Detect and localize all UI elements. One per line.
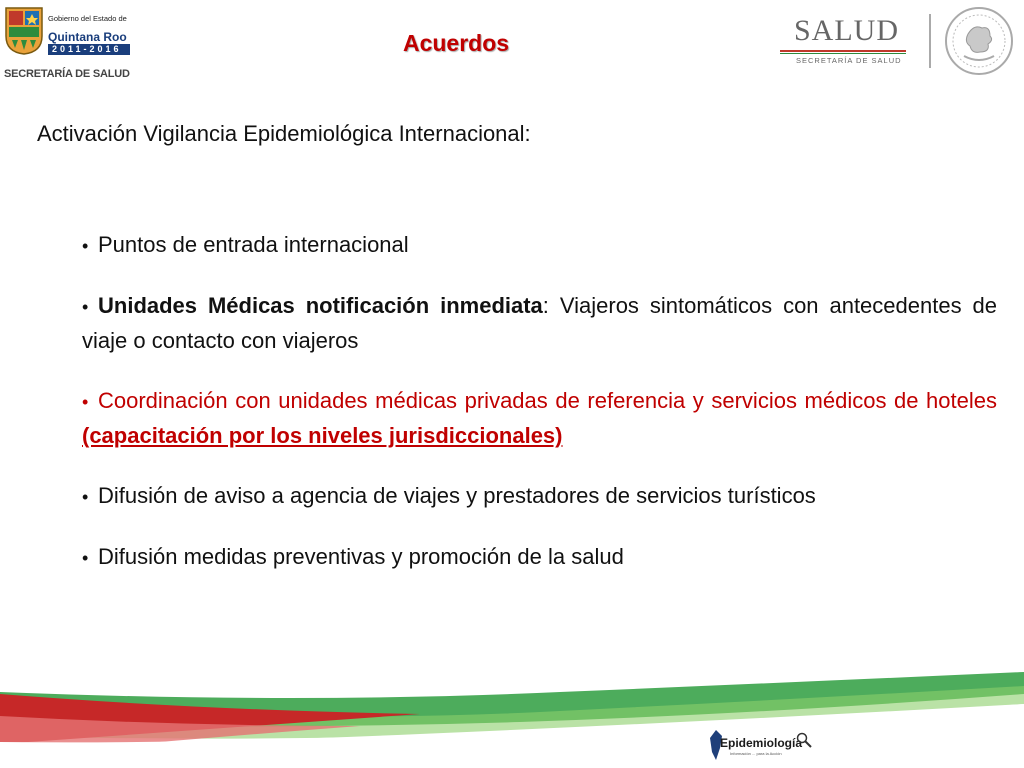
salud-subtitle: SECRETARÍA DE SALUD <box>796 56 902 65</box>
section-heading: Activación Vigilancia Epidemiológica Internacional: <box>37 121 531 146</box>
bullet-item <box>82 228 997 263</box>
bullet-bold-underline-text: (capacitación por los niveles jurisdiccionales) <box>82 423 563 448</box>
bullet-item <box>82 479 997 514</box>
bullet-item-highlighted <box>82 384 997 453</box>
footer-wave-decoration <box>0 664 1024 768</box>
bullet-dot-icon: • <box>82 392 89 412</box>
logo-divider <box>929 14 931 68</box>
bullet-dot-icon: • <box>82 548 89 568</box>
salud-word: SALUD <box>794 14 900 47</box>
gov-line1: Gobierno del Estado de <box>48 14 127 23</box>
epidemiologia-logo <box>706 726 816 762</box>
quintana-roo-government-logo <box>4 6 130 84</box>
bullet-item <box>82 540 997 575</box>
bullet-text: Coordinación con unidades médicas privadas de referencia y servicios médicos de hoteles <box>98 388 997 413</box>
bullet-list <box>82 228 997 601</box>
bullet-dot-icon: • <box>82 297 89 317</box>
mexico-national-seal-icon <box>944 6 1014 76</box>
bullet-text: Difusión de aviso a agencia de viajes y prestadores de servicios turísticos <box>98 483 816 508</box>
gov-name: Quintana Roo <box>48 30 127 44</box>
salud-green-line <box>780 53 906 54</box>
magnifier-icon <box>796 732 812 748</box>
bullet-item <box>82 289 997 358</box>
epi-logo-subtitle: Información ... para la Acción <box>730 751 782 756</box>
bullet-text: : Viajeros sintomáticos con antecedentes de viaje o contacto con viajeros <box>82 293 997 353</box>
salud-logo <box>780 14 910 70</box>
gov-department: SECRETARÍA DE SALUD <box>4 68 130 80</box>
bullet-text: Puntos de entrada internacional <box>98 232 409 257</box>
bullet-text: Difusión medidas preventivas y promoción de la salud <box>98 544 624 569</box>
bullet-dot-icon: • <box>82 487 89 507</box>
bullet-dot-icon: • <box>82 236 89 256</box>
slide-title: Acuerdos <box>402 30 510 56</box>
epi-logo-text: Epidemiología <box>720 736 803 750</box>
bullet-bold-text: Unidades Médicas notificación inmediata <box>98 293 543 318</box>
salud-red-line <box>780 50 906 52</box>
gov-years: 2011-2016 <box>52 44 122 54</box>
state-shield-icon <box>4 6 44 56</box>
